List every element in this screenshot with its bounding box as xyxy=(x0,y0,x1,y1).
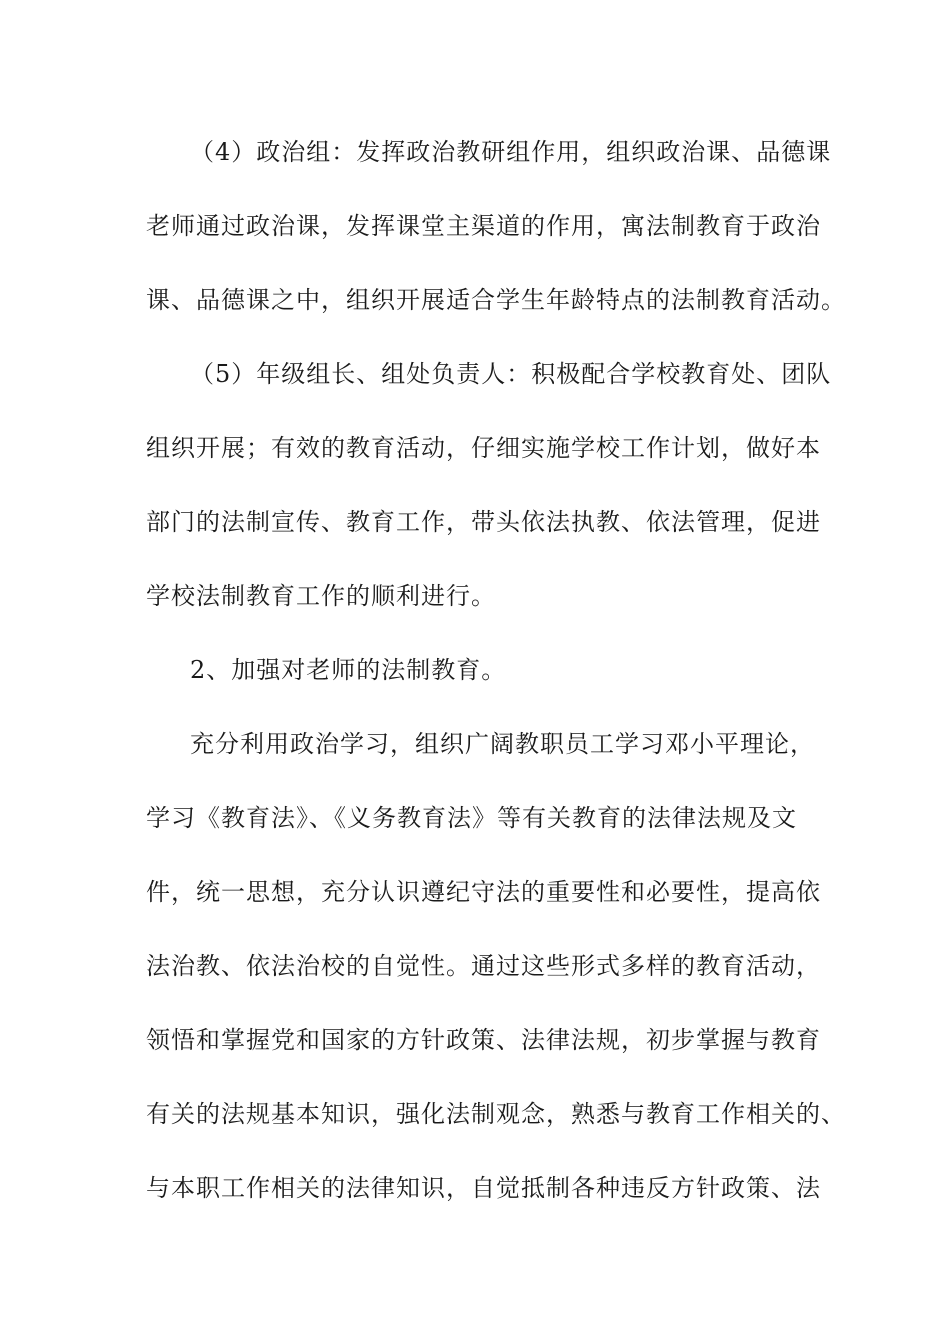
text-line: 组织开展；有效的教育活动，仔细实施学校工作计划，做好本 xyxy=(146,434,821,462)
text-line: 法治教、依法治校的自觉性。通过这些形式多样的教育活动， xyxy=(146,952,821,980)
text-line: 领悟和掌握党和国家的方针政策、法律法规，初步掌握与教育 xyxy=(146,1026,821,1054)
text-line: 学习《教育法》、《义务教育法》等有关教育的法律法规及文 xyxy=(146,804,797,832)
text-line: （4）政治组：发挥政治教研组作用，组织政治课、品德课 xyxy=(190,138,832,166)
text-line: 学校法制教育工作的顺利进行。 xyxy=(146,582,496,610)
text-line: 有关的法规基本知识，强化法制观念，熟悉与教育工作相关的、 xyxy=(146,1100,846,1128)
text-line: （5）年级组长、组处负责人：积极配合学校教育处、团队 xyxy=(190,360,832,388)
text-line: 充分利用政治学习，组织广阔教职员工学习邓小平理论， xyxy=(190,730,815,758)
text-line: 部门的法制宣传、教育工作，带头依法执教、依法管理，促进 xyxy=(146,508,821,536)
text-line: 课、品德课之中，组织开展适合学生年龄特点的法制教育活动。 xyxy=(146,286,846,314)
text-line: 与本职工作相关的法律知识，自觉抵制各种违反方针政策、法 xyxy=(146,1174,821,1202)
text-line: 件，统一思想，充分认识遵纪守法的重要性和必要性，提高依 xyxy=(146,878,821,906)
section-heading: 2、加强对老师的法制教育。 xyxy=(190,656,507,684)
text-line: 老师通过政治课，发挥课堂主渠道的作用，寓法制教育于政治 xyxy=(146,212,821,240)
